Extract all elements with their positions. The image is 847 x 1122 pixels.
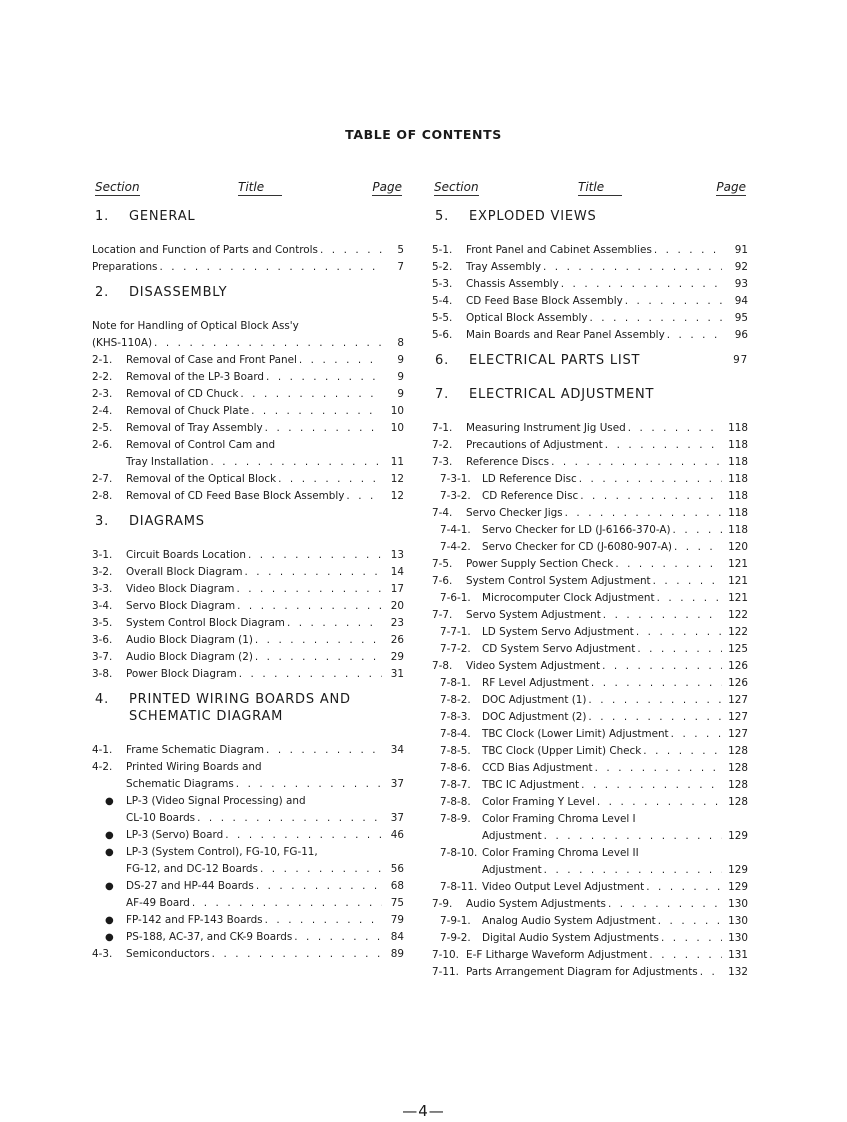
page-title: TABLE OF CONTENTS	[345, 127, 502, 142]
toc-entry[interactable]: 7-8-6. CCD Bias Adjustment . . . 128	[432, 760, 748, 777]
toc-entry[interactable]: 7-8-9. Color Framing Chroma Level I	[440, 813, 636, 825]
section-heading-electrical-parts-list[interactable]: 6. ELECTRICAL PARTS LIST 97	[435, 353, 748, 368]
toc-entry[interactable]: 7-3-2. CD Reference Disc . . . 118	[432, 488, 748, 505]
section-4-entries	[92, 742, 404, 963]
toc-entry[interactable]: ● LP-3 (Servo) Board . . . 46	[92, 827, 404, 844]
toc-entry[interactable]: ● FP-142 and FP-143 Boards . . . 79	[92, 912, 404, 929]
toc-entry[interactable]: 3-5. System Control Block Diagram . . . 23	[92, 615, 404, 632]
bullet-icon: ●	[105, 830, 114, 841]
header-section: Section	[95, 180, 140, 194]
toc-entry[interactable]: 7-8-10. Color Framing Chroma Level II	[440, 847, 639, 859]
toc-entry[interactable]: 4-1. Frame Schematic Diagram . . . 34	[92, 742, 404, 759]
bullet-icon: ●	[105, 847, 114, 858]
section-heading-general: 1. GENERAL	[95, 209, 196, 224]
toc-entry[interactable]: 3-4. Servo Block Diagram . . . 20	[92, 598, 404, 615]
toc-entry[interactable]: 7-11. Parts Arrangement Diagram for Adjustments . . . 132	[432, 964, 748, 981]
toc-entry[interactable]: 7-4. Servo Checker Jigs . . . 118	[432, 505, 748, 522]
toc-entry[interactable]: 2-7. Removal of the Optical Block . . . 12	[92, 471, 404, 488]
toc-entry[interactable]: 4-3. Semiconductors . . . 89	[92, 946, 404, 963]
toc-entry[interactable]: 5-5. Optical Block Assembly . . . 95	[432, 310, 748, 327]
toc-entry[interactable]: 7-8-2. DOC Adjustment (1) . . . 127	[432, 692, 748, 709]
toc-entry[interactable]: 7-10. E-F Litharge Waveform Adjustment . . . 131	[432, 947, 748, 964]
bullet-icon: ●	[105, 932, 114, 943]
section-3-entries	[92, 547, 404, 683]
toc-entry[interactable]: ● LP-3 (Video Signal Processing) and	[92, 793, 404, 810]
toc-entry[interactable]: 3-1. Circuit Boards Location . . . 13	[92, 547, 404, 564]
section-heading-electrical-adjustment: 7. ELECTRICAL ADJUSTMENT	[435, 387, 655, 402]
toc-entry[interactable]: 5-3. Chassis Assembly . . . 93	[432, 276, 748, 293]
header-page: Page	[372, 180, 402, 194]
page-number: —4—	[402, 1102, 445, 1120]
header-title: Title	[578, 180, 622, 196]
toc-entry[interactable]: Schematic Diagrams . . . 37	[92, 776, 404, 793]
toc-entry[interactable]: 7-9-1. Analog Audio System Adjustment . . . 130	[432, 913, 748, 930]
toc-entry[interactable]: 7-8-3. DOC Adjustment (2) . . . 127	[432, 709, 748, 726]
toc-entry[interactable]: 3-3. Video Block Diagram . . . 17	[92, 581, 404, 598]
section-heading-printed-wiring-boards: 4. PRINTED WIRING BOARDS AND SCHEMATIC DIAGRAM	[95, 692, 351, 724]
toc-entry[interactable]: 2-2. Removal of the LP-3 Board . . . 9	[92, 369, 404, 386]
toc-entry[interactable]: FG-12, and DC-12 Boards . . . 56	[92, 861, 404, 878]
toc-entry[interactable]: CL-10 Boards . . . 37	[92, 810, 404, 827]
toc-left-column	[92, 180, 404, 963]
toc-entry[interactable]: 3-8. Power Block Diagram . . . 31	[92, 666, 404, 683]
toc-entry[interactable]: 7-8-5. TBC Clock (Upper Limit) Check . . . 128	[432, 743, 748, 760]
toc-entry[interactable]: 7-8-8. Color Framing Y Level . . . 128	[432, 794, 748, 811]
toc-entry[interactable]: 2-3. Removal of CD Chuck . . . 9	[92, 386, 404, 403]
toc-entry[interactable]: 7-5. Power Supply Section Check . . . 121	[432, 556, 748, 573]
section-heading-diagrams: 3. DIAGRAMS	[95, 514, 205, 529]
section-5-entries	[432, 242, 748, 344]
toc-entry[interactable]: 7-4-1. Servo Checker for LD (J-6166-370-A) . . . 118	[432, 522, 748, 539]
header-page: Page	[716, 180, 746, 194]
toc-entry[interactable]: 7-3-1. LD Reference Disc . . . 118	[432, 471, 748, 488]
toc-entry[interactable]: 7-9-2. Digital Audio System Adjustments . . . 130	[432, 930, 748, 947]
toc-entry[interactable]: ● LP-3 (System Control), FG-10, FG-11,	[92, 844, 404, 861]
toc-entry[interactable]: 7-7. Servo System Adjustment . . . 122	[432, 607, 748, 624]
toc-entry[interactable]: 7-8-7. TBC IC Adjustment . . . 128	[432, 777, 748, 794]
header-section: Section	[434, 180, 479, 194]
bullet-icon: ●	[105, 796, 114, 807]
toc-right-column	[432, 180, 748, 981]
toc-entry[interactable]: Location and Function of Parts and Controls . . . 5	[92, 242, 404, 259]
toc-entry[interactable]: Adjustment . . . 129	[432, 828, 748, 845]
toc-entry[interactable]: Preparations . . . 7	[92, 259, 404, 276]
toc-entry[interactable]: 7-3. Reference Discs . . . 118	[432, 454, 748, 471]
toc-entry[interactable]: 5-1. Front Panel and Cabinet Assemblies . . . 91	[432, 242, 748, 259]
section-heading-disassembly: 2. DISASSEMBLY	[95, 285, 228, 300]
toc-entry[interactable]: 2-8. Removal of CD Feed Base Block Assembly . . . 12	[92, 488, 404, 505]
section-heading-exploded-views: 5. EXPLODED VIEWS	[435, 209, 597, 224]
bullet-icon: ●	[105, 915, 114, 926]
toc-entry[interactable]: 7-8-1. RF Level Adjustment . . . 126	[432, 675, 748, 692]
section-1-entries	[92, 242, 404, 276]
toc-entry[interactable]: ● PS-188, AC-37, and CK-9 Boards . . . 84	[92, 929, 404, 946]
toc-entry[interactable]: AF-49 Board . . . 75	[92, 895, 404, 912]
toc-entry[interactable]: 3-6. Audio Block Diagram (1) . . . 26	[92, 632, 404, 649]
toc-entry[interactable]: 2-1. Removal of Case and Front Panel . . . 9	[92, 352, 404, 369]
toc-entry[interactable]: 3-2. Overall Block Diagram . . . 14	[92, 564, 404, 581]
toc-entry[interactable]: (KHS-110A) . . . 8	[92, 335, 404, 352]
toc-entry[interactable]: 7-9. Audio System Adjustments . . . 130	[432, 896, 748, 913]
toc-entry[interactable]: 7-2. Precautions of Adjustment . . . 118	[432, 437, 748, 454]
section-7-entries	[432, 420, 748, 981]
section-2-entries	[92, 318, 404, 505]
toc-entry[interactable]: 7-7-2. CD System Servo Adjustment . . . 125	[432, 641, 748, 658]
toc-entry[interactable]: Note for Handling of Optical Block Ass'y	[92, 320, 299, 332]
toc-entry[interactable]: 7-8-4. TBC Clock (Lower Limit) Adjustment . . . 127	[432, 726, 748, 743]
column-header	[432, 180, 748, 200]
toc-entry[interactable]: 3-7. Audio Block Diagram (2) . . . 29	[92, 649, 404, 666]
toc-entry[interactable]: 2-6. Removal of Control Cam and	[92, 439, 276, 451]
toc-entry[interactable]: 7-6-1. Microcomputer Clock Adjustment . . . 121	[432, 590, 748, 607]
toc-entry[interactable]: Tray Installation . . . 11	[92, 454, 404, 471]
toc-entry[interactable]: 4-2. Printed Wiring Boards and	[92, 761, 262, 773]
header-title: Title	[238, 180, 282, 196]
toc-entry[interactable]: 5-2. Tray Assembly . . . 92	[432, 259, 748, 276]
toc-entry[interactable]: 2-4. Removal of Chuck Plate . . . 10	[92, 403, 404, 420]
bullet-icon: ●	[105, 881, 114, 892]
column-header	[92, 180, 404, 200]
toc-entry[interactable]: 5-6. Main Boards and Rear Panel Assembly . . . 96	[432, 327, 748, 344]
toc-entry[interactable]: 7-7-1. LD System Servo Adjustment . . . 122	[432, 624, 748, 641]
toc-entry[interactable]: 7-1. Measuring Instrument Jig Used . . . 118	[432, 420, 748, 437]
toc-entry[interactable]: 2-5. Removal of Tray Assembly . . . 10	[92, 420, 404, 437]
toc-entry[interactable]: Adjustment . . . 129	[432, 862, 748, 879]
toc-entry[interactable]: 7-8-11. Video Output Level Adjustment . . . 129	[432, 879, 748, 896]
toc-entry[interactable]: 7-6. System Control System Adjustment . . . 121	[432, 573, 748, 590]
toc-entry[interactable]: 5-4. CD Feed Base Block Assembly . . . 94	[432, 293, 748, 310]
toc-entry[interactable]: 7-4-2. Servo Checker for CD (J-6080-907-A) . . . 120	[432, 539, 748, 556]
toc-entry[interactable]: 7-8. Video System Adjustment . . . 126	[432, 658, 748, 675]
toc-entry[interactable]: ● DS-27 and HP-44 Boards . . . 68	[92, 878, 404, 895]
